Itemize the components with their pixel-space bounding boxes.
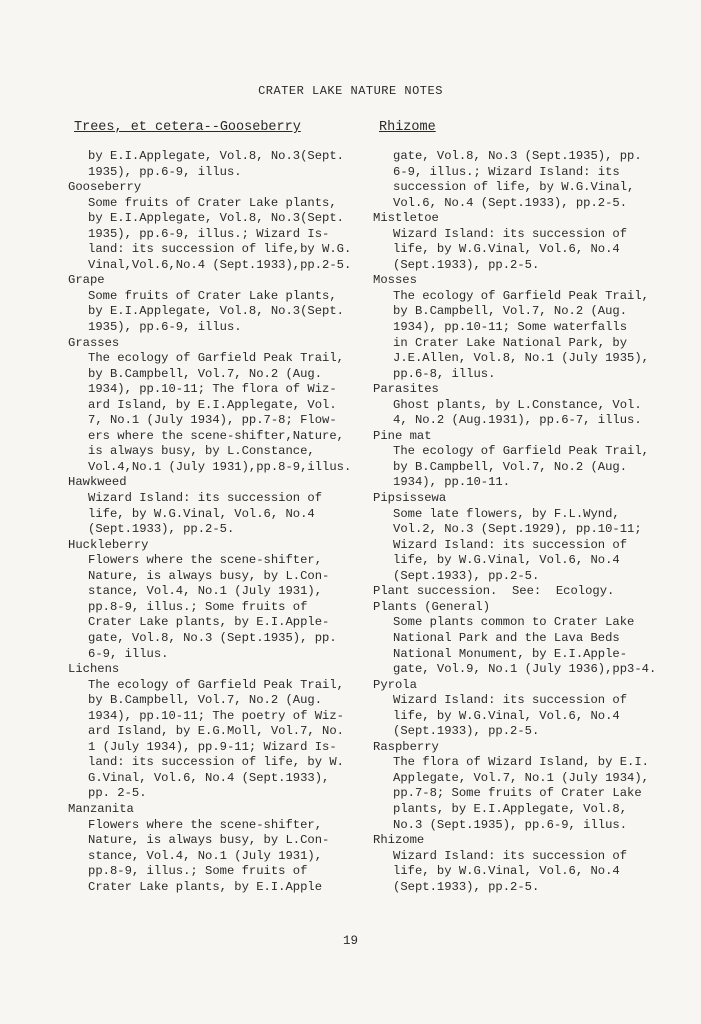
index-entry <box>373 429 673 491</box>
reference-line: pp.8-9, illus.; Some fruits of <box>88 599 308 614</box>
left-entries <box>68 149 368 895</box>
reference-line: Some late flowers, by F.L.Wynd, <box>393 506 620 521</box>
right-entries <box>373 149 673 895</box>
reference-line: G.Vinal, Vol.6, No.4 (Sept.1933), <box>88 770 330 785</box>
index-term: Grape <box>68 273 105 288</box>
reference-line: The ecology of Garfield Peak Trail, <box>88 351 344 366</box>
reference-line: by E.I.Applegate, Vol.8, No.3(Sept. <box>88 304 344 319</box>
index-term: Lichens <box>68 662 120 677</box>
index-entry <box>373 211 673 273</box>
reference-line: Nature, is always busy, by L.Con- <box>88 568 330 583</box>
reference-line: Nature, is always busy, by L.Con- <box>88 833 330 848</box>
reference-line: Flowers where the scene-shifter, <box>88 817 323 832</box>
index-term: Rhizome <box>373 833 425 848</box>
reference-line: land: its succession of life,by W.G. <box>88 242 352 257</box>
reference-line: (Sept.1933), pp.2-5. <box>88 522 235 537</box>
reference-line: National Park and the Lava Beds <box>393 630 620 645</box>
index-term: Plants (General) <box>373 599 491 614</box>
reference-line: The ecology of Garfield Peak Trail, <box>393 444 649 459</box>
reference-line: ard Island, by E.G.Moll, Vol.7, No. <box>88 724 344 739</box>
left-column <box>68 120 368 895</box>
reference-line: 1934), pp.10-11. <box>393 475 511 490</box>
index-entry <box>373 273 673 382</box>
index-term: Pyrola <box>373 677 417 692</box>
index-term: Parasites <box>373 382 439 397</box>
index-term: Plant succession. See: Ecology. <box>373 584 615 599</box>
index-entry <box>373 600 673 678</box>
reference-line: 1934), pp.10-11; The flora of Wiz- <box>88 382 337 397</box>
reference-line: pp.6-8, illus. <box>393 366 496 381</box>
reference-line: 1934), pp.10-11; The poetry of Wiz- <box>88 708 344 723</box>
index-term: Hawkweed <box>68 475 127 490</box>
reference-line: pp.8-9, illus.; Some fruits of <box>88 864 308 879</box>
reference-line: ers where the scene-shifter,Nature, <box>88 428 344 443</box>
running-head: CRATER LAKE NATURE NOTES <box>258 84 443 98</box>
reference-line: Wizard Island: its succession of <box>393 693 628 708</box>
reference-line: by B.Campbell, Vol.7, No.2 (Aug. <box>393 304 628 319</box>
reference-line: Wizard Island: its succession of <box>393 537 628 552</box>
reference-line: Some plants common to Crater Lake <box>393 615 635 630</box>
reference-line: by E.I.Applegate, Vol.8, No.3(Sept. <box>88 211 344 226</box>
reference-line: Flowers where the scene-shifter, <box>88 553 323 568</box>
index-term: Raspberry <box>373 739 439 754</box>
index-entry <box>68 538 368 662</box>
reference-line: succession of life, by W.G.Vinal, <box>393 180 635 195</box>
reference-line: (Sept.1933), pp.2-5. <box>393 724 540 739</box>
reference-line: Crater Lake plants, by E.I.Apple <box>88 879 323 894</box>
index-entry <box>68 475 368 537</box>
reference-line: Crater Lake plants, by E.I.Apple- <box>88 615 330 630</box>
reference-line: The flora of Wizard Island, by E.I. <box>393 755 649 770</box>
reference-line: National Monument, by E.I.Apple- <box>393 646 628 661</box>
reference-line: Wizard Island: its succession of <box>88 491 323 506</box>
reference-line: plants, by E.I.Applegate, Vol.8, <box>393 801 628 816</box>
index-term: Pine mat <box>373 428 432 443</box>
reference-line: by B.Campbell, Vol.7, No.2 (Aug. <box>88 366 323 381</box>
reference-line: 1935), pp.6-9, illus.; Wizard Is- <box>88 226 330 241</box>
index-entry <box>373 678 673 740</box>
left-column-header: Trees, et cetera--Gooseberry <box>74 120 301 135</box>
right-column <box>373 120 673 895</box>
index-entry <box>68 273 368 335</box>
reference-line: Wizard Island: its succession of <box>393 226 628 241</box>
reference-line: life, by W.G.Vinal, Vol.6, No.4 <box>393 553 620 568</box>
reference-line: pp. 2-5. <box>88 786 147 801</box>
reference-line: The ecology of Garfield Peak Trail, <box>393 288 649 303</box>
reference-line: 4, No.2 (Aug.1931), pp.6-7, illus. <box>393 413 642 428</box>
index-entry <box>68 662 368 802</box>
index-entry <box>373 584 673 600</box>
index-term: Grasses <box>68 335 120 350</box>
reference-line: 1935), pp.6-9, illus. <box>88 164 242 179</box>
reference-line: 1935), pp.6-9, illus. <box>88 320 242 335</box>
reference-line: by B.Campbell, Vol.7, No.2 (Aug. <box>393 459 628 474</box>
index-entry <box>373 833 673 895</box>
reference-line: Wizard Island: its succession of <box>393 848 628 863</box>
reference-line: gate, Vol.9, No.1 (July 1936),pp3-4. <box>393 662 657 677</box>
right-column-header: Rhizome <box>379 120 436 135</box>
reference-line: life, by W.G.Vinal, Vol.6, No.4 <box>393 864 620 879</box>
reference-line: 6-9, illus. <box>88 646 169 661</box>
reference-line: stance, Vol.4, No.1 (July 1931), <box>88 848 323 863</box>
index-term: Huckleberry <box>68 537 149 552</box>
reference-line: 1 (July 1934), pp.9-11; Wizard Is- <box>88 739 337 754</box>
reference-line: life, by W.G.Vinal, Vol.6, No.4 <box>393 708 620 723</box>
index-term: Gooseberry <box>68 180 142 195</box>
reference-line: land: its succession of life, by W. <box>88 755 344 770</box>
index-entry <box>68 336 368 476</box>
index-entry <box>373 740 673 833</box>
index-entry <box>373 491 673 584</box>
reference-line: No.3 (Sept.1935), pp.6-9, illus. <box>393 817 628 832</box>
reference-line: life, by W.G.Vinal, Vol.6, No.4 <box>88 506 315 521</box>
reference-line: (Sept.1933), pp.2-5. <box>393 879 540 894</box>
page-number: 19 <box>342 934 358 948</box>
reference-line: Vol.4,No.1 (July 1931),pp.8-9,illus. <box>88 459 352 474</box>
index-entry <box>68 149 368 180</box>
reference-line: (Sept.1933), pp.2-5. <box>393 257 540 272</box>
reference-line: in Crater Lake National Park, by <box>393 335 628 350</box>
reference-line: 1934), pp.10-11; Some waterfalls <box>393 320 628 335</box>
index-entry <box>68 180 368 273</box>
reference-line: by B.Campbell, Vol.7, No.2 (Aug. <box>88 693 323 708</box>
reference-line: Ghost plants, by L.Constance, Vol. <box>393 397 642 412</box>
reference-line: Some fruits of Crater Lake plants, <box>88 195 337 210</box>
reference-line: gate, Vol.8, No.3 (Sept.1935), pp. <box>88 630 337 645</box>
reference-line: 7, No.1 (July 1934), pp.7-8; Flow- <box>88 413 337 428</box>
reference-line: pp.7-8; Some fruits of Crater Lake <box>393 786 642 801</box>
index-term: Mistletoe <box>373 211 439 226</box>
reference-line: Vol.2, No.3 (Sept.1929), pp.10-11; <box>393 522 642 537</box>
index-term: Pipsissewa <box>373 491 447 506</box>
index-term: Mosses <box>373 273 417 288</box>
index-term: Manzanita <box>68 801 134 816</box>
reference-line: Vol.6, No.4 (Sept.1933), pp.2-5. <box>393 195 628 210</box>
reference-line: Applegate, Vol.7, No.1 (July 1934), <box>393 770 649 785</box>
index-entry <box>373 382 673 429</box>
reference-line: life, by W.G.Vinal, Vol.6, No.4 <box>393 242 620 257</box>
reference-line: The ecology of Garfield Peak Trail, <box>88 677 344 692</box>
index-entry <box>373 149 673 211</box>
reference-line: Vinal,Vol.6,No.4 (Sept.1933),pp.2-5. <box>88 257 352 272</box>
reference-line: gate, Vol.8, No.3 (Sept.1935), pp. <box>393 149 642 163</box>
reference-line: is always busy, by L.Constance, <box>88 444 315 459</box>
reference-line: (Sept.1933), pp.2-5. <box>393 568 540 583</box>
reference-line: J.E.Allen, Vol.8, No.1 (July 1935), <box>393 351 649 366</box>
reference-line: ard Island, by E.I.Applegate, Vol. <box>88 397 337 412</box>
reference-line: by E.I.Applegate, Vol.8, No.3(Sept. <box>88 149 344 163</box>
reference-line: 6-9, illus.; Wizard Island: its <box>393 164 620 179</box>
index-entry <box>68 802 368 895</box>
reference-line: stance, Vol.4, No.1 (July 1931), <box>88 584 323 599</box>
reference-line: Some fruits of Crater Lake plants, <box>88 288 337 303</box>
